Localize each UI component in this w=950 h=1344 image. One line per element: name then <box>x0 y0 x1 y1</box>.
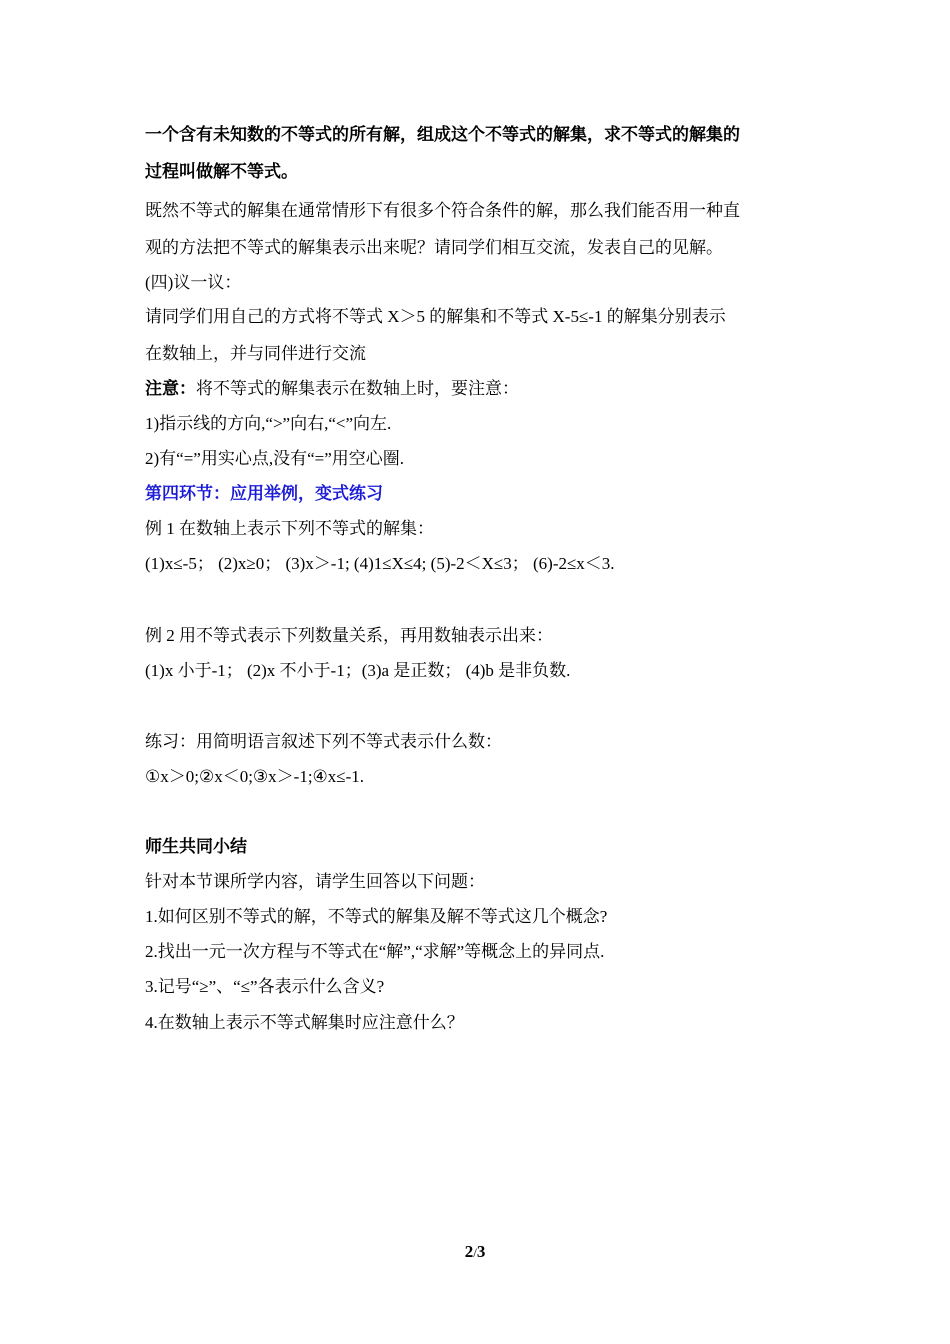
question-item: 1.如何区别不等式的解，不等式的解集及解不等式这几个概念? <box>145 907 608 926</box>
question-item: 2.找出一元一次方程与不等式在“解”,“求解”等概念上的异同点. <box>145 942 605 961</box>
summary-intro: 针对本节课所学内容，请学生回答以下问题： <box>145 872 485 891</box>
subheading-discuss: (四)议一议： <box>145 273 242 292</box>
exercise-title: 练习：用简明语言叙述下列不等式表示什么数： <box>145 732 502 751</box>
total-pages: 3 <box>476 1242 486 1261</box>
example-2-title: 例 2 用不等式表示下列数量关系，再用数轴表示出来： <box>145 626 553 645</box>
current-page: 2 <box>464 1242 474 1261</box>
example-2-items: (1)x 小于-1； (2)x 不小于-1；(3)a 是正数； (4)b 是非负数. <box>145 661 571 680</box>
page-number <box>0 1242 950 1262</box>
note-item: 2)有“=”用实心点,没有“=”用空心圈. <box>145 449 405 468</box>
question-item: 4.在数轴上表示不等式解集时应注意什么？ <box>145 1013 464 1032</box>
note-text: 将不等式的解集表示在数轴上时，要注意： <box>196 379 519 398</box>
example-1-title: 例 1 在数轴上表示下列不等式的解集： <box>145 519 434 538</box>
definition-line-2: 过程叫做解不等式。 <box>145 162 298 181</box>
example-1-items: (1)x≤-5； (2)x≥0； (3)x＞-1; (4)1≤X≤4; (5)-2＜X≤3； (6)-2≤x＜3. <box>145 554 615 573</box>
note-label: 注意： <box>145 379 196 398</box>
summary-heading: 师生共同小结 <box>145 837 247 856</box>
exercise-items: ①x＞0;②x＜0;③x＞-1;④x≤-1. <box>145 767 365 786</box>
note-line <box>145 378 519 400</box>
paragraph-line: 在数轴上，并与同伴进行交流 <box>145 344 366 363</box>
section-heading: 第四环节：应用举例，变式练习 <box>145 484 383 503</box>
paragraph-line: 观的方法把不等式的解集表示出来呢？请同学们相互交流，发表自己的见解。 <box>145 238 723 257</box>
page-separator: / <box>473 1245 477 1260</box>
paragraph-line: 既然不等式的解集在通常情形下有很多个符合条件的解，那么我们能否用一种直 <box>145 201 740 220</box>
definition-line-1: 一个含有未知数的不等式的所有解，组成这个不等式的解集，求不等式的解集的 <box>145 125 740 144</box>
paragraph-line: 请同学们用自己的方式将不等式 X＞5 的解集和不等式 X-5≤-1 的解集分别表示 <box>145 307 726 326</box>
note-item: 1)指示线的方向,“>”向右,“<”向左. <box>145 414 392 433</box>
question-item: 3.记号“≥”、“≤”各表示什么含义? <box>145 977 385 996</box>
